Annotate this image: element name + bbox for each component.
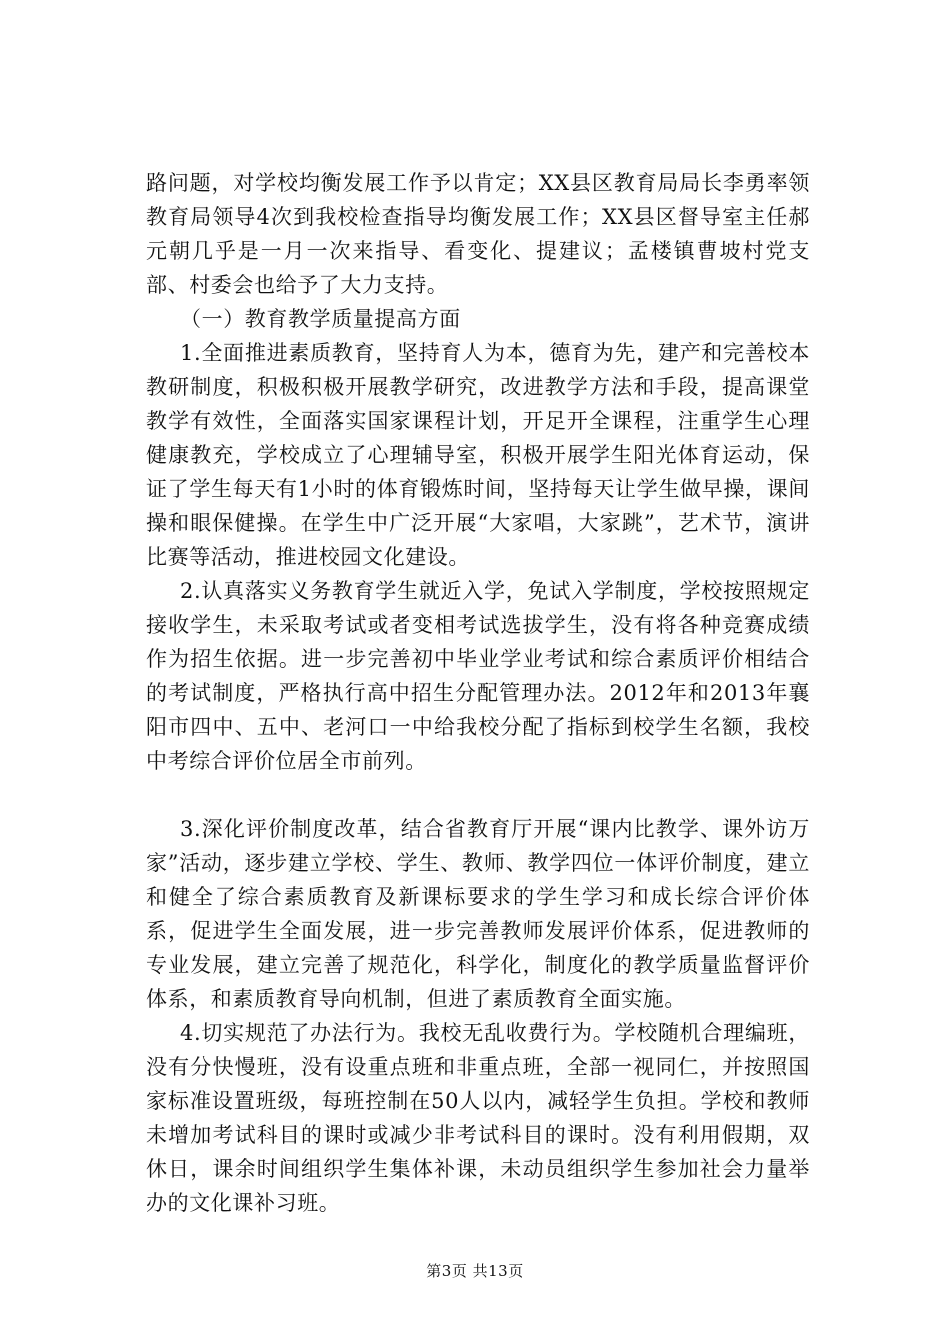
paragraph-item-4: 4.切实规范了办法行为。我校无乱收费行为。学校随机合理编班，没有分快慢班，没有设重点班和非重点班，全部一视同仁，并按照国家标准设置班级，每班控制在50人以内，减轻学生负担。学校和教师未增加考试科目的课时或减少非考试科目的课时。没有利用假期，双休日，课余时间组织学生集体补课，未动员组织学生参加社会力量举办的文化课补习班。 — [146, 1021, 810, 1215]
paragraph-item-3: 3.深化评价制度改革，结合省教育厅开展“课内比教学、课外访万家”活动，逐步建立学校、学生、教师、教学四位一体评价制度，建立和健全了综合素质教育及新课标要求的学生学习和成长综合评价体系，促进学生全面发展，进一步完善教师发展评价体系，促进教师的专业发展，建立完善了规范化，科学化，制度化的教学质量监督评价体系，和素质教育导向机制，但进了素质教育全面实施。 — [146, 817, 810, 1011]
section-heading: （一）教育教学质量提高方面 — [180, 307, 461, 331]
paragraph-item-2: 2.认真落实义务教育学生就近入学，免试入学制度，学校按照规定接收学生，未采取考试或者变相考试选拔学生，没有将各种竞赛成绩作为招生依据。进一步完善初中毕业学业考试和综合素质评价相结合的考试制度，严格执行高中招生分配管理办法。2012年和2013年襄阳市四中、五中、老河口一中给我校分配了指标到校学生名额，我校中考综合评价位居全市前列。 — [146, 579, 810, 773]
document-body — [146, 166, 810, 1220]
page-number-footer: 第3页 共13页 — [426, 1262, 524, 1280]
paragraph-continuation: 路问题，对学校均衡发展工作予以肯定；XX县区教育局局长李勇率领教育局领导4次到我校检查指导均衡发展工作；XX县区督导室主任郝元朝几乎是一月一次来指导、看变化、提建议；孟楼镇曹坡村党支部、村委会也给予了大力支持。 — [146, 171, 810, 297]
paragraph-item-1: 1.全面推进素质教育，坚持育人为本，德育为先，建产和完善校本教研制度，积极积极开展教学研究，改进教学方法和手段，提高课堂教学有效性，全面落实国家课程计划，开足开全课程，注重学生心理健康教充，学校成立了心理辅导室，积极开展学生阳光体育运动，保证了学生每天有1小时的体育锻炼时间，坚持每天让学生做早操，课间操和眼保健操。在学生中广泛开展“大家唱，大家跳”，艺术节，演讲比赛等活动，推进校园文化建设。 — [146, 341, 810, 569]
